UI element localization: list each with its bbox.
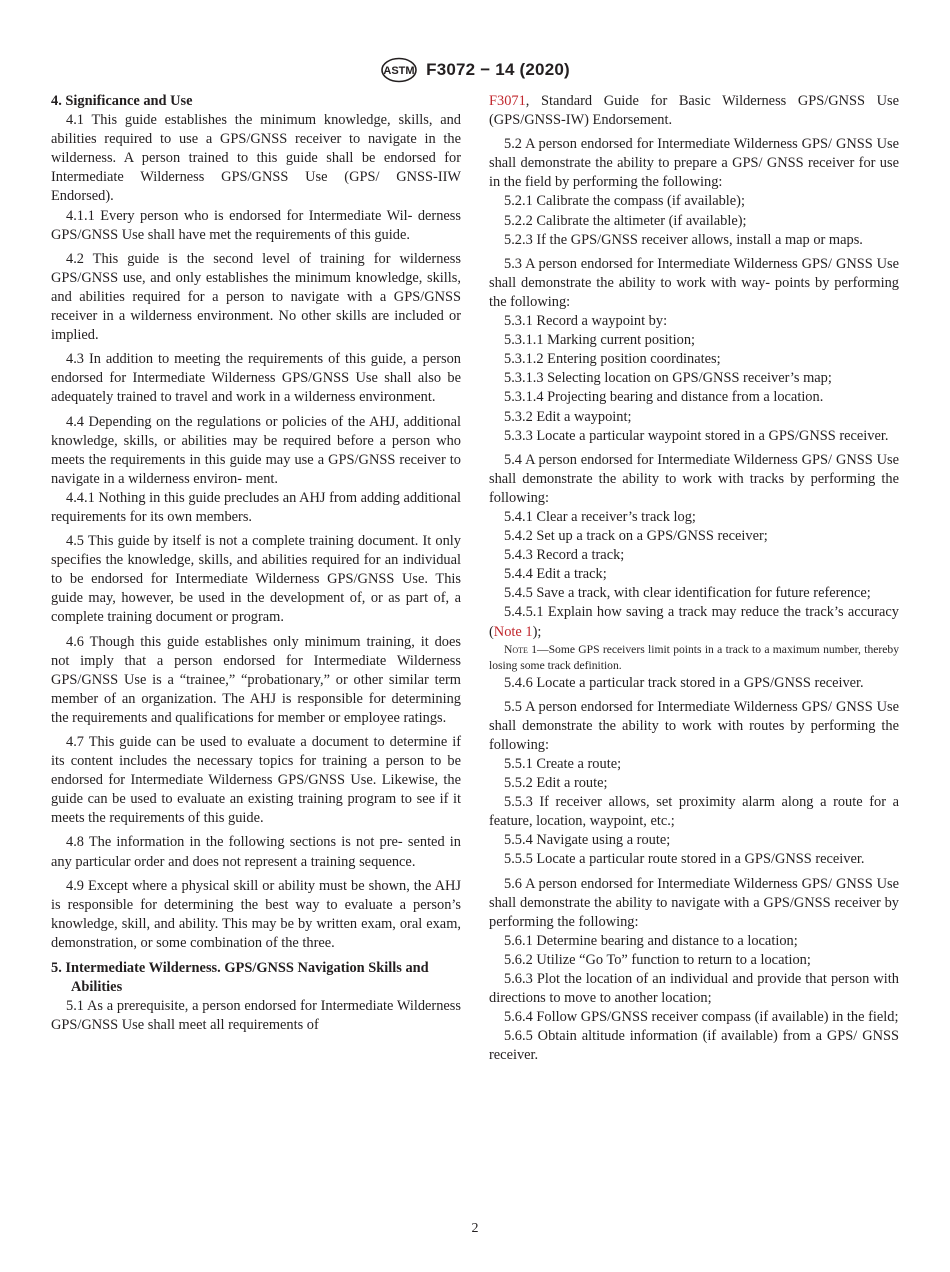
para-5-3-1-1: 5.3.1.1 Marking current position; <box>504 332 696 349</box>
para-5-3-2: 5.3.2 Edit a waypoint; <box>504 408 632 425</box>
reference-link-f3071[interactable]: F3071 <box>489 93 526 109</box>
note-1-text: —Some GPS receivers limit points in a track to a maximum number, thereby losing some track definition. <box>489 642 899 672</box>
para-5-5-1: 5.5.1 Create a route; <box>504 756 622 772</box>
note-1-label: Note 1 <box>504 642 538 656</box>
para-5-1-cont-text: , Standard Guide for Basic Wilderness GPS/GNSS Use (GPS/GNSS-IW) Endorsement. <box>489 93 899 129</box>
para-5-4-6: 5.4.6 Locate a particular track stored in a GPS/GNSS receiver. <box>504 674 864 691</box>
page-header <box>0 57 950 83</box>
para-5-5-5: 5.5.5 Locate a particular route stored in a GPS/GNSS receiver. <box>504 851 865 868</box>
note-1-link[interactable]: Note 1 <box>493 623 533 640</box>
left-column <box>51 92 461 1035</box>
para-5-2-3: 5.2.3 If the GPS/GNSS receiver allows, install a map or maps. <box>504 231 863 248</box>
para-5-4-5: 5.4.5 Save a track, with clear identification for future reference; <box>504 585 871 602</box>
para-4-2: 4.2 This guide is the second level of training for wilderness GPS/GNSS use, and only establishes the minimum knowledge, skills, and abilities required for a person to navigate with a GPS/GNSS receiver in a wilderness environment. No other skills are included or implied. <box>51 250 461 344</box>
para-5-3-1-4: 5.3.1.4 Projecting bearing and distance from a location. <box>504 389 824 406</box>
note-1 <box>489 642 899 674</box>
para-5-4-1: 5.4.1 Clear a receiver’s track log; <box>504 508 696 525</box>
para-5-1: 5.1 As a prerequisite, a person endorsed for Intermediate Wilderness GPS/GNSS Use shall meet all requirements of <box>51 998 461 1034</box>
logo-text: ASTM <box>383 65 415 77</box>
para-5-6-5: 5.6.5 Obtain altitude information (if available) from a GPS/ GNSS receiver. <box>489 1028 899 1064</box>
para-5-5-3: 5.5.3 If receiver allows, set proximity alarm along a route for a feature, location, waypoint, etc.; <box>489 794 899 830</box>
para-5-6-2: 5.6.2 Utilize “Go To” function to return to a location; <box>504 951 811 968</box>
para-5-6: 5.6 A person endorsed for Intermediate Wilderness GPS/ GNSS Use shall demonstrate the ability to navigate with a GPS/GNSS receiver by performing the following: <box>489 875 899 930</box>
para-5-5: 5.5 A person endorsed for Intermediate Wilderness GPS/ GNSS Use shall demonstrate the ability to work with routes by performing the following: <box>489 698 899 753</box>
para-4-1-1: 4.1.1 Every person who is endorsed for Intermediate Wil- derness GPS/GNSS Use shall have met the requirements of this guide. <box>51 207 461 243</box>
para-5-3-1-3: 5.3.1.3 Selecting location on GPS/GNSS receiver’s map; <box>504 370 832 387</box>
para-5-2-2: 5.2.2 Calibrate the altimeter (if available); <box>504 212 747 229</box>
para-5-5-4: 5.5.4 Navigate using a route; <box>504 832 671 849</box>
right-column <box>489 92 899 1066</box>
para-5-4-3: 5.4.3 Record a track; <box>504 547 625 564</box>
para-5-4-5-1-text: 5.4.5.1 Explain how saving a track may reduce the track’s accuracy ( <box>489 604 899 640</box>
para-4-9: 4.9 Except where a physical skill or ability must be shown, the AHJ is responsible for determining the best way to evaluate a person’s knowledge, skill, and ability. This may be by written exam, oral exam, demonstration, or some combination of the three. <box>51 877 461 951</box>
para-5-3-1: 5.3.1 Record a waypoint by: <box>504 313 668 330</box>
section-5-heading: 5. Intermediate Wilderness. GPS/GNSS Navigation Skills and Abilities <box>51 960 429 996</box>
para-5-4-5-1-end: ); <box>532 623 542 640</box>
para-5-3-3: 5.3.3 Locate a particular waypoint stored in a GPS/GNSS receiver. <box>504 427 889 444</box>
para-4-3: 4.3 In addition to meeting the requirements of this guide, a person endorsed for Intermediate Wilderness GPS/GNSS Use shall also be adequately trained to travel and work in a wilderness environment. <box>51 351 461 406</box>
para-5-6-1: 5.6.1 Determine bearing and distance to a location; <box>504 932 798 949</box>
para-4-4-1: 4.4.1 Nothing in this guide precludes an AHJ from adding additional requirements for its own members. <box>51 489 461 525</box>
para-5-3-1-2: 5.3.1.2 Entering position coordinates; <box>504 351 721 368</box>
para-4-7: 4.7 This guide can be used to evaluate a document to determine if its content includes the necessary topics for training a person to be endorsed for Intermediate Wilderness GPS/GNSS Use. Likewise, the guide can be used to evaluate an existing training program to see if it meets the requirements of this guide. <box>51 734 461 827</box>
document-designation: F3072 − 14 (2020) <box>426 60 570 79</box>
para-4-8: 4.8 The information in the following sections is not pre- sented in any particular order and does not represent a training sequence. <box>51 834 461 870</box>
para-4-4: 4.4 Depending on the regulations or policies of the AHJ, additional knowledge, skills, or abilities may be required before a person who meets the requirements in this guide may use a GPS/GNSS receiver to navigate in a wilderness environ- ment. <box>51 413 461 487</box>
para-4-5: 4.5 This guide by itself is not a complete training document. It only specifies the knowledge, skills, and abilities required for an individual to be endorsed for Intermediate Wilderness GPS/GNSS Use. This guide may, however, be used in the development of, or as part of, a complete training document or program. <box>51 533 461 626</box>
para-5-6-4: 5.6.4 Follow GPS/GNSS receiver compass (if available) in the field; <box>504 1009 899 1026</box>
page-number: 2 <box>471 1221 479 1236</box>
para-5-4-5-1 <box>489 603 899 641</box>
para-5-6-3: 5.6.3 Plot the location of an individual and provide that person with directions to move to another location; <box>489 971 899 1007</box>
section-4-heading: 4. Significance and Use <box>51 93 193 109</box>
para-5-4-2: 5.4.2 Set up a track on a GPS/GNSS receiver; <box>504 528 768 545</box>
para-5-2-1: 5.2.1 Calibrate the compass (if available); <box>504 193 745 210</box>
para-4-1: 4.1 This guide establishes the minimum knowledge, skills, and abilities required to use a GPS/GNSS receiver to navigate in the wilderness. A person trained to this guide shall be endorsed for Intermediate Wilderness GPS/GNSS Use (GPS/ GNSS-IIW Endorsed). <box>51 112 461 205</box>
astm-logo-icon <box>380 57 418 83</box>
para-5-4-4: 5.4.4 Edit a track; <box>504 566 607 583</box>
para-5-4: 5.4 A person endorsed for Intermediate Wilderness GPS/ GNSS Use shall demonstrate the ability to work with tracks by performing the following: <box>489 451 899 506</box>
para-5-5-2: 5.5.2 Edit a route; <box>504 775 608 792</box>
para-5-2: 5.2 A person endorsed for Intermediate Wilderness GPS/ GNSS Use shall demonstrate the ability to prepare a GPS/ GNSS receiver for use in the field by performing the following: <box>489 136 899 191</box>
para-4-6: 4.6 Though this guide establishes only minimum training, it does not imply that a person endorsed for Intermediate Wilderness GPS/GNSS Use is a “trainee,” “probationary,” or other similar term member of an organization. The AHJ is responsible for determining the requirements and qualifications for member or employee ratings. <box>51 633 461 726</box>
para-5-1-continued <box>489 92 899 130</box>
para-5-3: 5.3 A person endorsed for Intermediate Wilderness GPS/ GNSS Use shall demonstrate the ability to work with way- points by performing the following: <box>489 255 899 310</box>
